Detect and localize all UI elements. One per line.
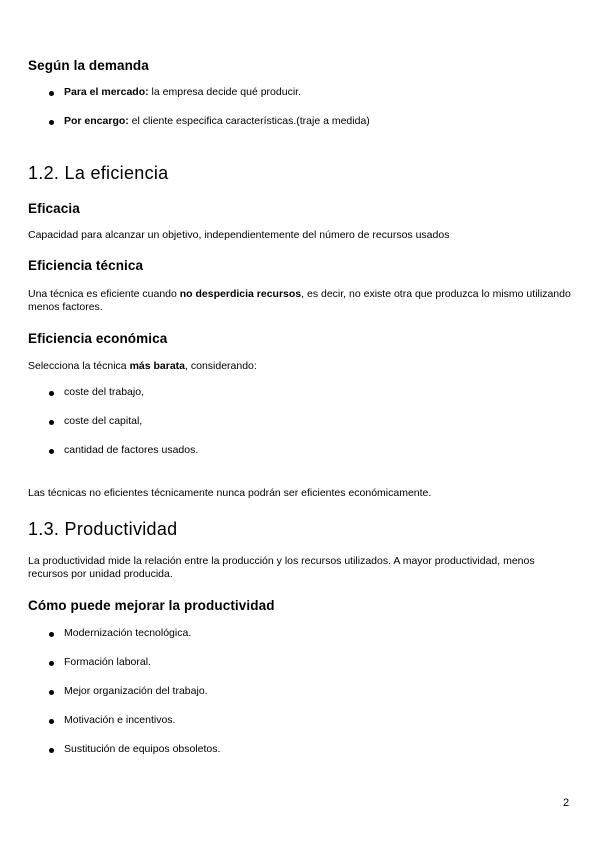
bullet [49, 449, 54, 454]
paragraph-eficiencia-tecnica: Una técnica es eficiente cuando no desperdicia recursos, es decir, no existe otra que produzca lo mismo utilizando menos factores. [28, 288, 571, 313]
list-item: coste del capital, [64, 415, 143, 427]
bullet [49, 120, 54, 125]
bullet [49, 420, 54, 425]
paragraph-closing-eficiencia: Las técnicas no eficientes técnicamente nunca podrán ser eficientes económicamente. [28, 487, 432, 499]
list-item: cantidad de factores usados. [64, 444, 199, 456]
bullet [49, 661, 54, 666]
heading-segun-demanda: Según la demanda [28, 58, 149, 73]
list-item: Formación laboral. [64, 656, 151, 668]
section-title-productividad: 1.3. Productividad [28, 519, 178, 539]
paragraph-eficacia: Capacidad para alcanzar un objetivo, independientemente del número de recursos usados [28, 229, 450, 241]
bullet [49, 91, 54, 96]
heading-eficiencia-tecnica: Eficiencia técnica [28, 258, 144, 273]
list-item: coste del trabajo, [64, 386, 144, 398]
bullet [49, 748, 54, 753]
heading-mejorar-productividad: Cómo puede mejorar la productividad [28, 598, 275, 613]
paragraph-productividad: La productividad mide la relación entre la producción y los recursos utilizados. A mayor productividad, menos recursos por unidad producida. [28, 555, 535, 580]
list-item: Para el mercado: la empresa decide qué producir. [64, 86, 301, 98]
list-item: Sustitución de equipos obsoletos. [64, 743, 221, 755]
list-item: Modernización tecnológica. [64, 627, 192, 639]
bullet [49, 719, 54, 724]
list-item: Por encargo: el cliente especifica características.(traje a medida) [64, 115, 370, 127]
bullet [49, 391, 54, 396]
heading-eficiencia-economica: Eficiencia económica [28, 331, 168, 346]
bullet [49, 632, 54, 637]
bullet [49, 690, 54, 695]
paragraph-eficiencia-economica: Selecciona la técnica más barata, considerando: [28, 360, 257, 372]
list-item: Motivación e incentivos. [64, 714, 176, 726]
list-item: Mejor organización del trabajo. [64, 685, 208, 697]
heading-eficacia: Eficacia [28, 201, 80, 216]
page-number: 2 [563, 797, 570, 809]
section-title-eficiencia: 1.2. La eficiencia [28, 163, 169, 183]
